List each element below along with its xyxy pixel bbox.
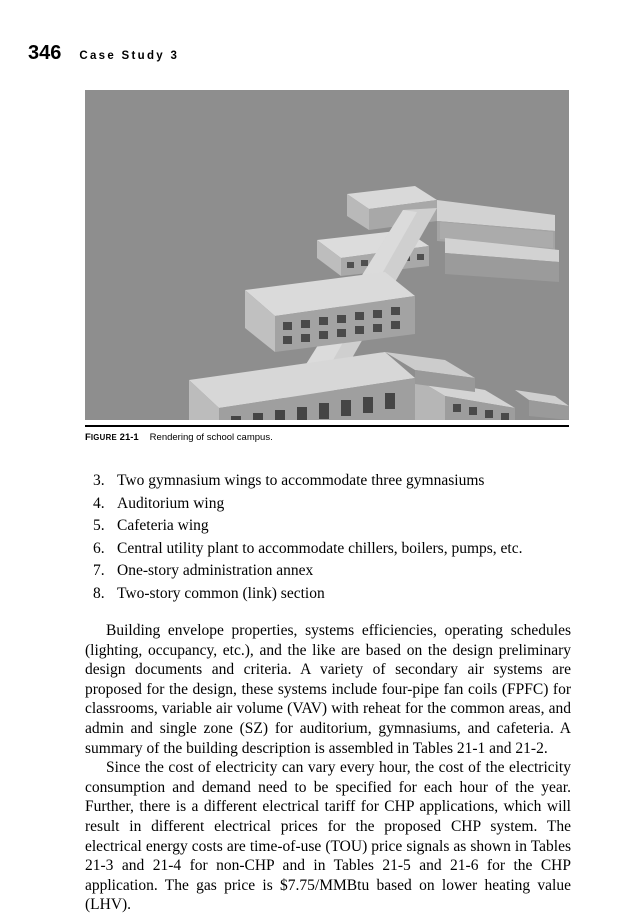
list-item-number: 8. <box>93 584 105 602</box>
body-paragraph-1: Building envelope properties, systems efficiencies, operating schedules (lighting, occupancy, etc.), and the like are based on the design preliminary design documents and criteria. A variety of secondary air systems are proposed for the design, these systems include four-pipe fan coils (FPFC) for classrooms, variable air volume (VAV) with reheat for the common areas, and admin and single zone (SZ) for auditorium, gymnasiums, and cafeteria. A summary of the building description is assembled in Tables 21-1 and 21-2. <box>85 622 571 757</box>
figure-caption <box>85 432 569 443</box>
figure-rule <box>85 425 569 427</box>
list-item-text: Two gymnasium wings to accommodate three gymnasiums <box>117 472 485 489</box>
list-item-number: 4. <box>93 494 105 512</box>
page-number: 346 <box>28 42 62 64</box>
list-item <box>85 470 571 493</box>
list-item <box>85 493 571 516</box>
body-paragraph-2: Since the cost of electricity can vary every hour, the cost of the electricity consumption and demand need to be specified for each hour of the year. Further, there is a different electrical tariff for CHP applications, which will result in different electrical prices for the proposed CHP system. The electrical energy costs are time-of-use (TOU) price signals as shown in Tables 21-3 and 21-4 for non-CHP and in Tables 21-5 and 21-6 for the CHP application. The gas price is $7.75/MMBtu based on lower heating value (LHV). <box>85 759 571 914</box>
list-item <box>85 515 571 538</box>
list-item-text: Auditorium wing <box>117 494 225 512</box>
list-item-text: Two-story common (link) section <box>117 584 325 602</box>
running-head <box>28 42 179 65</box>
list-item-text: Central utility plant to accommodate chillers, boilers, pumps, etc. <box>117 539 523 557</box>
list-item-number: 7. <box>93 562 105 579</box>
list-item-text: Cafeteria wing <box>117 517 209 534</box>
figure-caption-text: Rendering of school campus. <box>149 432 273 443</box>
list-item-number: 3. <box>93 472 105 489</box>
list-item-text: One-story administration annex <box>117 562 314 579</box>
numbered-list <box>85 470 571 605</box>
page-body <box>85 470 571 915</box>
list-item <box>85 560 571 583</box>
running-head-title: Case Study 3 <box>79 50 180 62</box>
school-campus-rendering-icon <box>85 90 569 420</box>
figure-label: FIGURE 21-1 <box>85 432 139 443</box>
figure-block <box>85 90 569 443</box>
list-item-number: 6. <box>93 539 105 557</box>
figure-image <box>85 90 569 420</box>
list-item <box>85 538 571 561</box>
list-item <box>85 583 571 606</box>
list-item-number: 5. <box>93 517 105 534</box>
